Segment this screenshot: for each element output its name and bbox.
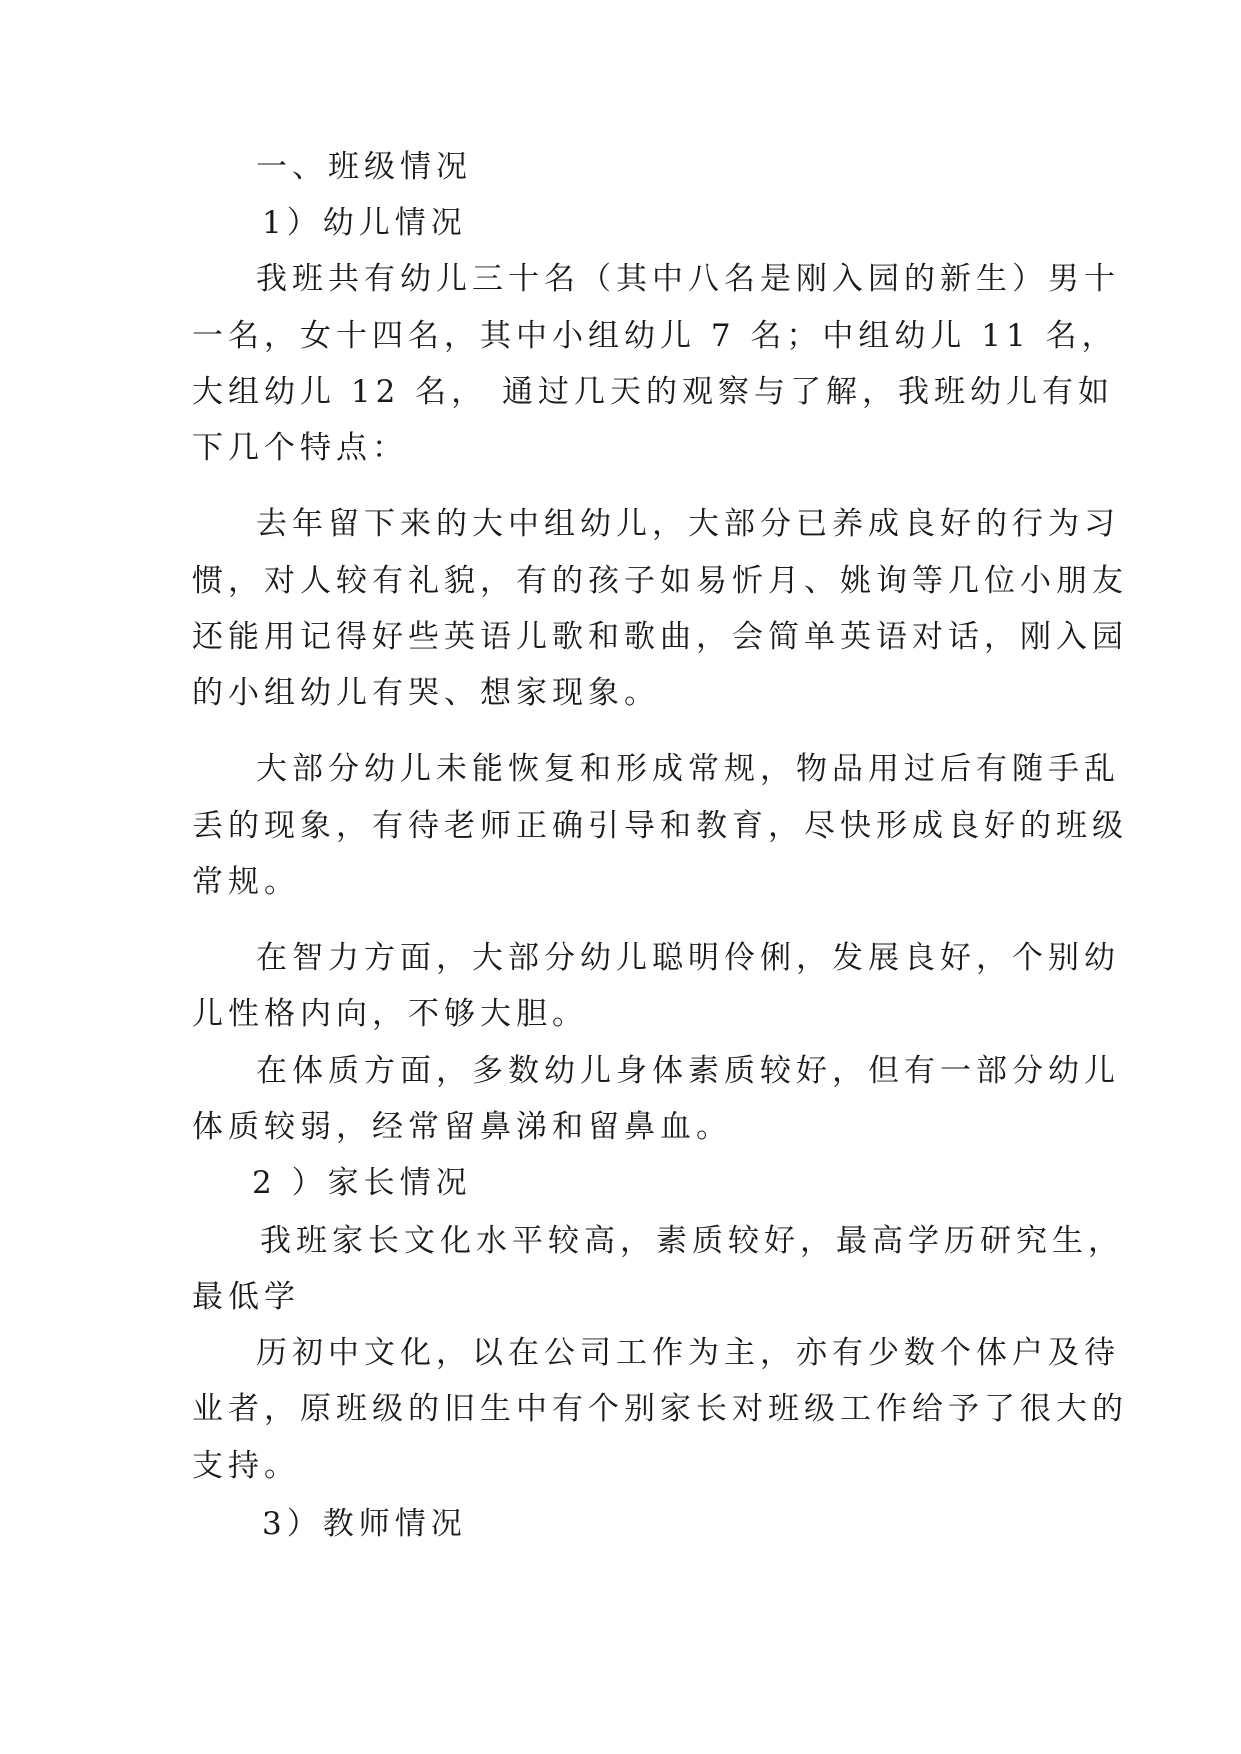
subheading-children: 1）幼儿情况 [262,205,467,241]
paragraph-line: 还能用记得好些英语儿歌和歌曲，会简单英语对话，刚入园 [192,619,1128,655]
paragraph-line: 大组幼儿 12 名， 通过几天的观察与了解，我班幼儿有如 [192,374,1115,410]
paragraph-line: 我班共有幼儿三十名（其中八名是刚入园的新生）男十 [256,261,1120,297]
subheading-parents: 2 ）家长情况 [252,1165,472,1201]
paragraph-line: 业者，原班级的旧生中有个别家长对班级工作给予了很大的 [192,1391,1128,1427]
paragraph-line: 在智力方面，大部分幼儿聪明伶俐，发展良好，个别幼 [256,940,1120,976]
paragraph-line: 我班家长文化水平较高，素质较好，最高学历研究生， [260,1223,1124,1259]
paragraph-line: 大部分幼儿未能恢复和形成常规，物品用过后有随手乱 [256,751,1120,787]
paragraph-line: 儿性格内向，不够大胆。 [192,996,588,1032]
paragraph-line: 惯，对人较有礼貌，有的孩子如易忻月、姚询等几位小朋友 [192,563,1128,599]
paragraph-line: 一名，女十四名，其中小组幼儿 7 名；中组幼儿 11 名， [192,318,1118,354]
paragraph-line: 最低学 [192,1279,300,1315]
section-heading-class-situation: 一、班级情况 [256,149,472,185]
paragraph-line: 在体质方面，多数幼儿身体素质较好，但有一部分幼儿 [256,1053,1120,1089]
paragraph-line: 历初中文化，以在公司工作为主，亦有少数个体户及待 [256,1335,1120,1371]
paragraph-line: 去年留下来的大中组幼儿，大部分已养成良好的行为习 [256,506,1120,542]
paragraph-line: 的小组幼儿有哭、想家现象。 [192,675,660,711]
paragraph-line: 下几个特点： [192,430,408,466]
subheading-teachers: 3）教师情况 [262,1506,467,1542]
paragraph-line: 体质较弱，经常留鼻涕和留鼻血。 [192,1109,732,1145]
paragraph-line: 常规。 [192,864,300,900]
paragraph-line: 丢的现象，有待老师正确引导和教育，尽快形成良好的班级 [192,808,1128,844]
paragraph-line: 支持。 [192,1448,300,1484]
